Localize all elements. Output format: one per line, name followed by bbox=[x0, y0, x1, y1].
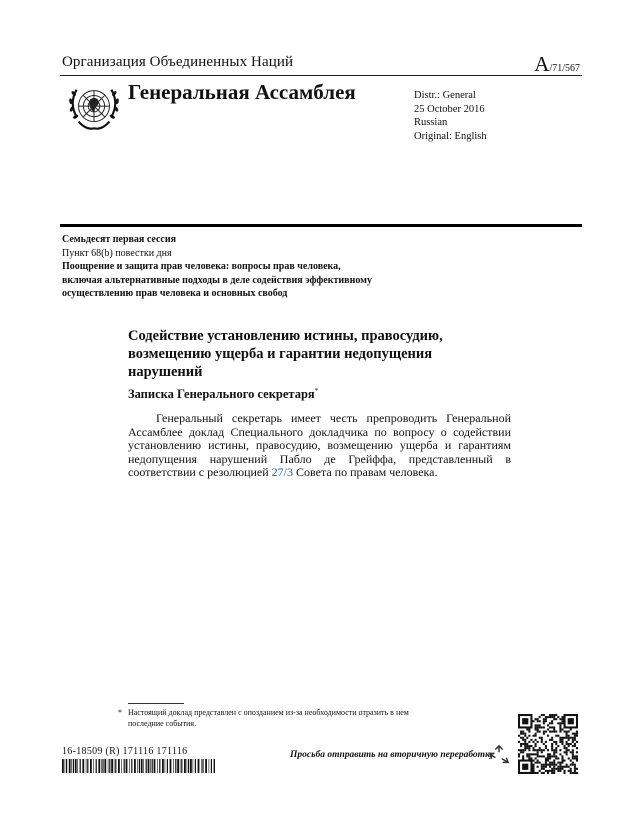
language-line: Russian bbox=[414, 117, 448, 128]
body-paragraph bbox=[128, 412, 511, 480]
un-emblem-icon bbox=[65, 80, 123, 138]
symbol-number: /71/567 bbox=[549, 63, 580, 74]
body-text-main: Генеральный секретарь имеет честь препроводить Генеральной Ассамблее доклад Специального докладчика по вопросу о содействии установлению истины, правосудию, возмещению ущерба и гарантиям недопущения нарушений Пабло де Грейффа, представленный в соответствии с резолюцией bbox=[128, 411, 511, 480]
thick-divider bbox=[60, 224, 582, 227]
distribution-block bbox=[414, 89, 487, 143]
symbol-prefix: A bbox=[534, 52, 550, 76]
agenda-item-title: Поощрение и защита прав человека: вопросы прав человека, включая альтернативные подходы в деле содействия эффективному осуществлению прав человека и основных свобод bbox=[62, 261, 372, 299]
footnote bbox=[118, 707, 478, 729]
assembly-title: Генеральная Ассамблея bbox=[128, 80, 356, 104]
resolution-link[interactable]: 27/3 bbox=[271, 465, 294, 480]
note-title-marker: * bbox=[314, 387, 319, 395]
recycle-icon bbox=[488, 744, 510, 766]
distr-line: Distr.: General bbox=[414, 90, 476, 101]
footnote-marker: * bbox=[118, 708, 122, 717]
note-title bbox=[128, 387, 318, 402]
job-number: 16-18509 (R) 171116 171116 bbox=[62, 746, 188, 757]
body-text-end: Совета по правам человека. bbox=[293, 465, 438, 480]
recycle-note: Просьба отправить на вторичную переработку bbox=[290, 750, 495, 760]
header-rule bbox=[60, 75, 582, 76]
document-symbol bbox=[534, 52, 580, 77]
footnote-line-1: Настоящий доклад представлен с опозданием из-за необходимости отразить в нем bbox=[128, 708, 409, 717]
original-line: Original: English bbox=[414, 130, 487, 142]
footnote-rule bbox=[128, 703, 184, 704]
organization-name: Организация Объединенных Наций bbox=[62, 54, 294, 70]
note-title-text: Записка Генерального секретаря bbox=[128, 387, 315, 402]
session-label: Семьдесят первая сессия bbox=[62, 234, 177, 245]
footnote-line-2: последние события. bbox=[128, 719, 197, 728]
date-line: 25 October 2016 bbox=[414, 103, 485, 115]
barcode-icon bbox=[62, 759, 215, 773]
agenda-block bbox=[62, 233, 372, 301]
agenda-item: Пункт 68(b) повестки дня bbox=[62, 247, 172, 259]
document-title: Содействие установлению истины, правосудию, возмещению ущерба и гарантии недопущения нарушений bbox=[128, 328, 443, 380]
qr-code-icon bbox=[518, 714, 578, 774]
